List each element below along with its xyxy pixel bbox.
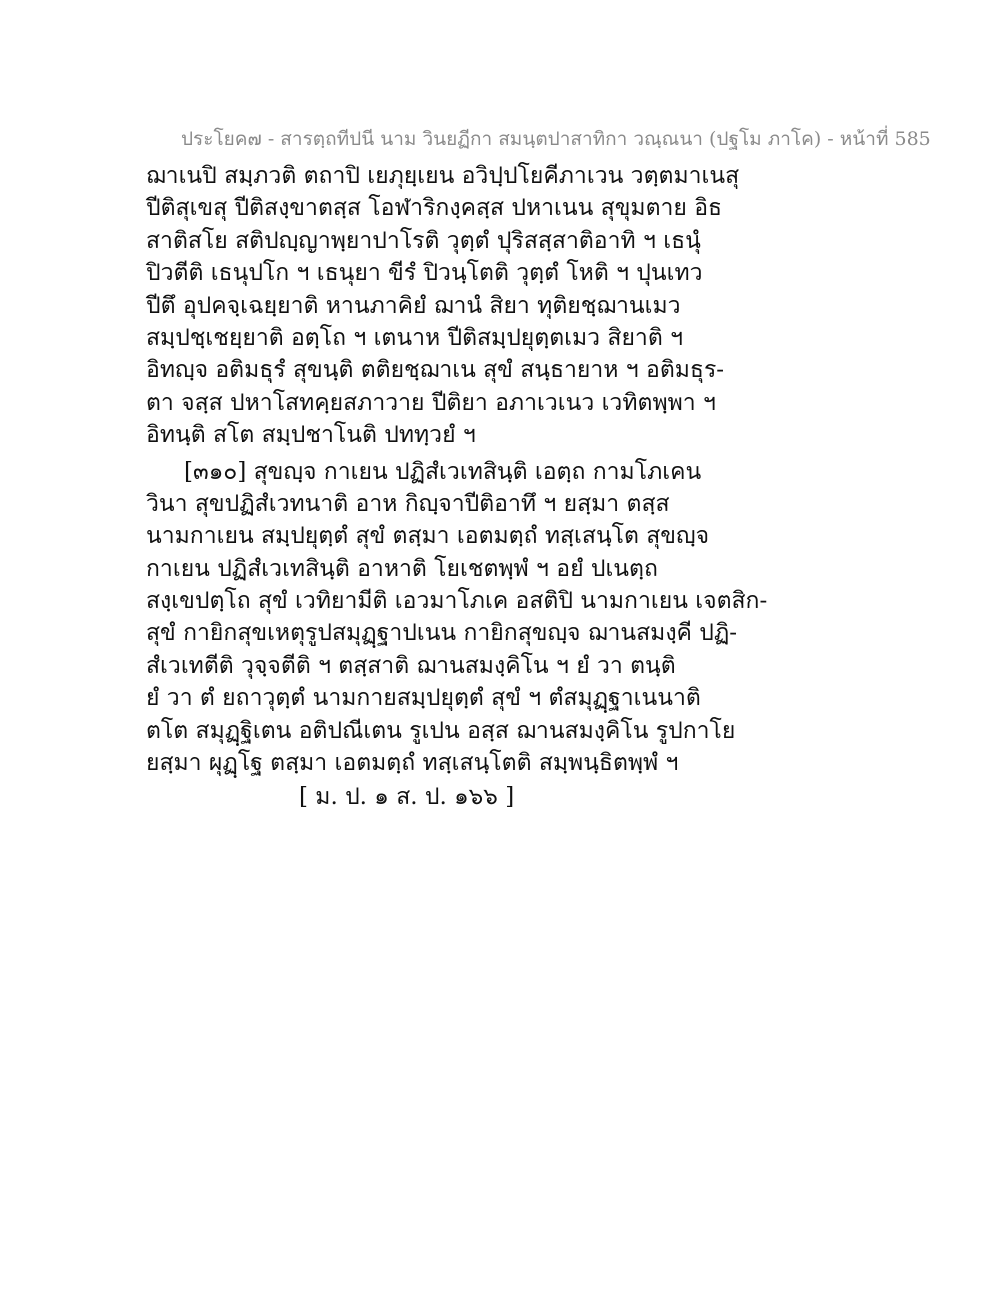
text-line: ยํ วา ตํ ยถาวุตฺตํ นามกายสมฺปยุตฺตํ สุขํ ฯ ตํสมุฏฺฐาเนนาติ [146, 685, 701, 712]
cross-reference: [ ม. ป. ๑ ส. ป. ๑๖๖ ] [299, 784, 515, 811]
paragraph-2 [146, 456, 846, 780]
text-line: ยสฺมา ผุฏฺโฐ ตสฺมา เอตมตฺถํ ทสฺเสนฺโตติ สมฺพนฺธิตพฺพํ ฯ [146, 750, 679, 777]
text-line: นามกาเยน สมฺปยุตฺตํ สุขํ ตสฺมา เอตมตฺถํ ทสฺเสนฺโต สุขญฺจ [146, 523, 710, 550]
body-text [146, 160, 846, 814]
text-line: ฌาเนปิ สมฺภวติ ตถาปิ เยภุยฺเยน อวิปฺปโยคีภาเวน วตฺตมาเนสุ [146, 163, 740, 189]
page-header: ประโยค๗ - สารตฺถทีปนี นาม วินยฏีกา สมนฺตปาสาทิกา วณฺณนา (ปฐโม ภาโค) - หน้าที่ 585 [181, 128, 931, 150]
text-line: [๓๑๐] สุขญฺจ กาเยน ปฏิสํเวเทสินฺติ เอตฺถ กามโภเคน [184, 458, 702, 485]
text-line: สํเวเทตีติ วุจฺจตีติ ฯ ตสฺสาติ ฌานสมงฺคิโน ฯ ยํ วา ตนฺติ [146, 652, 676, 679]
text-line: สาติสโย สติปญฺญาพฺยาปาโรติ วุตฺตํ ปุริสสฺสาติอาทิ ฯ เธนุํ [146, 227, 701, 254]
text-line: สมฺปชฺเชยฺยาติ อตฺโถ ฯ เตนาห ปีติสมฺปยุตฺตเมว สิยาติ ฯ [146, 324, 683, 351]
paragraph-1 [146, 160, 846, 452]
text-line: กาเยน ปฏิสํเวเทสินฺติ อาหาติ โยเชตพฺพํ ฯ อยํ ปเนตฺถ [146, 555, 658, 582]
text-line: วินา สุขปฏิสํเวทนาติ อาห กิญฺจาปีติอาทึ ฯ ยสฺมา ตสฺส [146, 490, 670, 517]
text-line: สงฺเขปตฺโถ สุขํ เวทิยามีติ เอวมาโภเค อสติปิ นามกาเยน เจตสิก- [146, 588, 768, 615]
text-line: สุขํ กายิกสุขเหตุรูปสมุฏฺฐาปเนน กายิกสุขญฺจ ฌานสมงฺคี ปฏิ- [146, 620, 738, 647]
text-line: ปิวตีติ เธนุปโก ฯ เธนุยา ขีรํ ปิวนฺโตติ วุตฺตํ โหติ ฯ ปุนเทว [146, 260, 703, 287]
text-line: อิทญฺจ อติมธุรํ สุขนฺติ ตติยชฺฌาเน สุขํ สนฺธายาห ฯ อติมธุร- [146, 357, 725, 384]
text-line: ตโต สมุฏฺฐิเตน อติปณีเตน รูเปน อสฺส ฌานสมงฺคิโน รูปกาโย [146, 717, 736, 744]
text-line: ปีตึ อุปคจฺเฉยฺยาติ หานภาคิยํ ฌานํ สิยา ทุติยชฺฌานเมว [146, 292, 681, 319]
text-line: อิทนฺติ สโต สมฺปชาโนติ ปททฺวยํ ฯ [146, 422, 476, 449]
text-line: ปีติสุเขสุ ปีติสงฺขาตสฺส โอฬาริกงฺคสฺส ปหาเนน สุขุมตาย อิธ [146, 195, 723, 222]
text-line: ตา จสฺส ปหาโสทคฺยสภาวาย ปีติยา อภาเวเนว เวทิตพฺพา ฯ [146, 389, 716, 416]
